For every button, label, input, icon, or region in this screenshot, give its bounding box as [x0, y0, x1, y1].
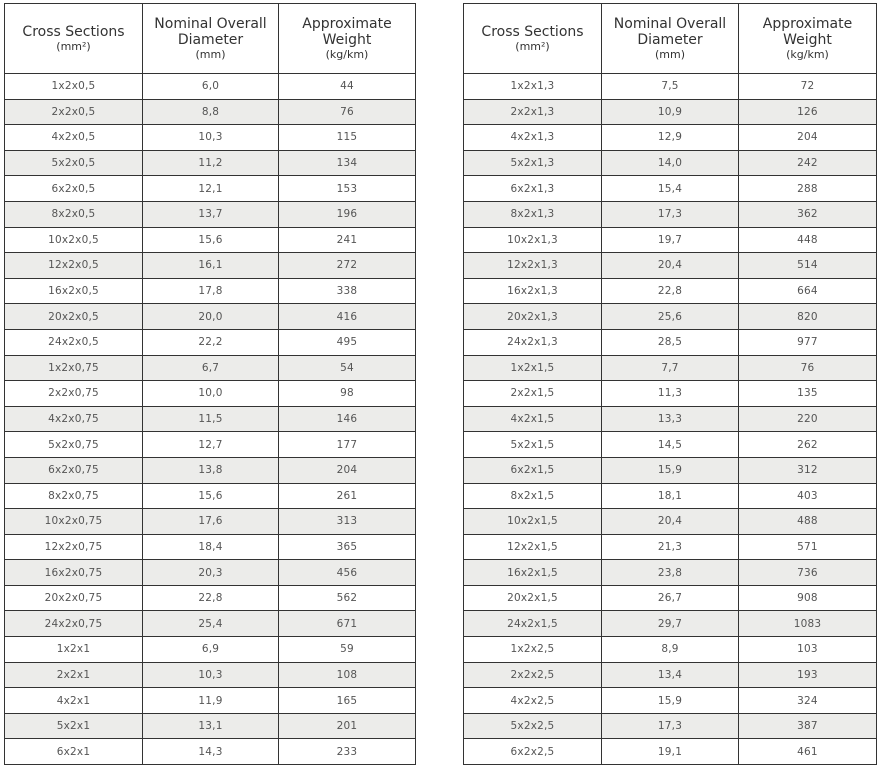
table-row [464, 74, 877, 100]
diameter-cell: 29,7 [602, 611, 739, 637]
table-row [464, 483, 877, 509]
table-row [464, 304, 877, 330]
table-row [5, 713, 416, 739]
cross-section-cell: 4x2x1,3 [464, 125, 602, 151]
diameter-cell: 17,3 [602, 713, 739, 739]
diameter-cell: 14,3 [143, 739, 279, 765]
table-row [464, 201, 877, 227]
weight-cell: 196 [279, 201, 416, 227]
cross-section-cell: 6x2x1,5 [464, 457, 602, 483]
cross-section-cell: 1x2x0,5 [5, 74, 143, 100]
table-row [464, 278, 877, 304]
cross-section-cell: 16x2x1,5 [464, 560, 602, 586]
diameter-cell: 15,6 [143, 483, 279, 509]
cross-section-cell: 5x2x0,5 [5, 150, 143, 176]
header-row [5, 4, 416, 74]
diameter-cell: 6,7 [143, 355, 279, 381]
cross-section-cell: 4x2x2,5 [464, 688, 602, 714]
table-row [464, 176, 877, 202]
table-row [464, 688, 877, 714]
table-row [5, 688, 416, 714]
weight-cell: 448 [739, 227, 877, 253]
header-title: Cross Sections [22, 23, 125, 40]
table-row [5, 381, 416, 407]
diameter-cell: 12,9 [602, 125, 739, 151]
diameter-cell: 25,6 [602, 304, 739, 330]
table-row [464, 509, 877, 535]
diameter-cell: 13,3 [602, 406, 739, 432]
table-row [464, 662, 877, 688]
weight-cell: 98 [279, 381, 416, 407]
cross-section-cell: 12x2x0,5 [5, 253, 143, 279]
header-unit: (mm²) [515, 39, 550, 53]
diameter-cell: 22,2 [143, 329, 279, 355]
diameter-cell: 17,6 [143, 509, 279, 535]
table-row [464, 739, 877, 765]
weight-cell: 313 [279, 509, 416, 535]
cross-section-cell: 10x2x1,3 [464, 227, 602, 253]
table-row [5, 662, 416, 688]
table-row [5, 227, 416, 253]
diameter-cell: 11,3 [602, 381, 739, 407]
cross-section-cell: 2x2x2,5 [464, 662, 602, 688]
table-row [464, 381, 877, 407]
table-row [464, 457, 877, 483]
table-row [5, 637, 416, 663]
table-row [5, 355, 416, 381]
header-unit: (mm²) [56, 39, 91, 53]
diameter-cell: 13,4 [602, 662, 739, 688]
header-row [464, 4, 877, 74]
table-row [464, 406, 877, 432]
cross-section-cell: 12x2x1,5 [464, 534, 602, 560]
table-row [5, 406, 416, 432]
weight-cell: 135 [739, 381, 877, 407]
diameter-cell: 10,9 [602, 99, 739, 125]
cross-section-cell: 8x2x1,3 [464, 201, 602, 227]
cross-section-cell: 4x2x0,75 [5, 406, 143, 432]
diameter-cell: 6,9 [143, 637, 279, 663]
cross-section-cell: 1x2x1 [5, 637, 143, 663]
table-row [464, 125, 877, 151]
weight-header [279, 4, 416, 74]
diameter-cell: 22,8 [143, 585, 279, 611]
header-unit: (mm) [654, 47, 685, 61]
weight-header [739, 4, 877, 74]
cross-section-cell: 6x2x1,3 [464, 176, 602, 202]
cross-section-cell: 12x2x0,75 [5, 534, 143, 560]
cross-section-cell: 6x2x0,5 [5, 176, 143, 202]
weight-cell: 59 [279, 637, 416, 663]
table-row [464, 227, 877, 253]
weight-cell: 514 [739, 253, 877, 279]
cross-section-cell: 2x2x1 [5, 662, 143, 688]
weight-cell: 134 [279, 150, 416, 176]
header-title: Cross Sections [481, 23, 584, 40]
diameter-cell: 19,7 [602, 227, 739, 253]
table-row [5, 534, 416, 560]
diameter-cell: 18,1 [602, 483, 739, 509]
header-unit: (kg/km) [786, 47, 829, 61]
weight-cell: 495 [279, 329, 416, 355]
diameter-cell: 20,0 [143, 304, 279, 330]
weight-cell: 288 [739, 176, 877, 202]
table-row [5, 150, 416, 176]
cross-section-cell: 24x2x1,3 [464, 329, 602, 355]
weight-cell: 126 [739, 99, 877, 125]
cross-section-cell: 5x2x1 [5, 713, 143, 739]
cross-section-cell: 1x2x1,3 [464, 74, 602, 100]
diameter-cell: 15,9 [602, 457, 739, 483]
weight-cell: 108 [279, 662, 416, 688]
table-row [5, 611, 416, 637]
right-cable-table [463, 3, 877, 765]
diameter-cell: 18,4 [143, 534, 279, 560]
diameter-cell: 20,4 [602, 509, 739, 535]
diameter-cell: 10,3 [143, 125, 279, 151]
weight-cell: 204 [279, 457, 416, 483]
cross-section-cell: 2x2x1,3 [464, 99, 602, 125]
cross-section-cell: 2x2x0,5 [5, 99, 143, 125]
cross-section-cell: 10x2x1,5 [464, 509, 602, 535]
table-row [464, 99, 877, 125]
weight-cell: 365 [279, 534, 416, 560]
weight-cell: 387 [739, 713, 877, 739]
diameter-cell: 12,1 [143, 176, 279, 202]
cross-section-cell: 6x2x0,75 [5, 457, 143, 483]
header-title: Nominal Overall Diameter [613, 15, 727, 48]
cross-section-cell: 5x2x2,5 [464, 713, 602, 739]
diameter-cell: 7,7 [602, 355, 739, 381]
cross-section-cell: 16x2x0,75 [5, 560, 143, 586]
table-row [5, 176, 416, 202]
diameter-cell: 15,9 [602, 688, 739, 714]
weight-cell: 76 [279, 99, 416, 125]
weight-cell: 193 [739, 662, 877, 688]
cross-section-cell: 16x2x0,5 [5, 278, 143, 304]
cross-section-cell: 12x2x1,3 [464, 253, 602, 279]
diameter-cell: 21,3 [602, 534, 739, 560]
table-row [5, 509, 416, 535]
diameter-cell: 26,7 [602, 585, 739, 611]
header-title: Approximate Weight [762, 15, 853, 48]
diameter-cell: 13,1 [143, 713, 279, 739]
table-row [5, 483, 416, 509]
diameter-cell: 22,8 [602, 278, 739, 304]
table-body [5, 74, 416, 765]
diameter-cell: 16,1 [143, 253, 279, 279]
weight-cell: 1083 [739, 611, 877, 637]
cross-section-cell: 5x2x1,3 [464, 150, 602, 176]
cross-section-header [5, 4, 143, 74]
header-title: Nominal Overall Diameter [154, 15, 267, 48]
header-title: Approximate Weight [302, 15, 392, 48]
weight-cell: 736 [739, 560, 877, 586]
weight-cell: 456 [279, 560, 416, 586]
cross-section-cell: 20x2x0,75 [5, 585, 143, 611]
weight-cell: 220 [739, 406, 877, 432]
cross-section-cell: 1x2x2,5 [464, 637, 602, 663]
diameter-cell: 7,5 [602, 74, 739, 100]
cross-section-cell: 4x2x0,5 [5, 125, 143, 151]
diameter-cell: 17,3 [602, 201, 739, 227]
table-row [5, 278, 416, 304]
cross-section-cell: 24x2x1,5 [464, 611, 602, 637]
diameter-cell: 20,3 [143, 560, 279, 586]
diameter-cell: 11,2 [143, 150, 279, 176]
table-row [5, 329, 416, 355]
table-row [5, 253, 416, 279]
diameter-cell: 20,4 [602, 253, 739, 279]
diameter-cell: 6,0 [143, 74, 279, 100]
weight-cell: 403 [739, 483, 877, 509]
weight-cell: 261 [279, 483, 416, 509]
table-row [464, 560, 877, 586]
cross-section-cell: 24x2x0,75 [5, 611, 143, 637]
table-row [5, 201, 416, 227]
table-row [5, 560, 416, 586]
cross-section-cell: 24x2x0,5 [5, 329, 143, 355]
weight-cell: 562 [279, 585, 416, 611]
cross-section-cell: 2x2x1,5 [464, 381, 602, 407]
weight-cell: 146 [279, 406, 416, 432]
table-row [464, 355, 877, 381]
weight-cell: 461 [739, 739, 877, 765]
weight-cell: 571 [739, 534, 877, 560]
weight-cell: 664 [739, 278, 877, 304]
weight-cell: 416 [279, 304, 416, 330]
cross-section-cell: 4x2x1,5 [464, 406, 602, 432]
cross-section-cell: 20x2x0,5 [5, 304, 143, 330]
table-row [464, 253, 877, 279]
weight-cell: 312 [739, 457, 877, 483]
weight-cell: 115 [279, 125, 416, 151]
table-row [464, 713, 877, 739]
diameter-cell: 28,5 [602, 329, 739, 355]
diameter-cell: 23,8 [602, 560, 739, 586]
weight-cell: 72 [739, 74, 877, 100]
weight-cell: 324 [739, 688, 877, 714]
weight-cell: 241 [279, 227, 416, 253]
cross-section-cell: 2x2x0,75 [5, 381, 143, 407]
table-row [5, 99, 416, 125]
weight-cell: 201 [279, 713, 416, 739]
table-row [464, 611, 877, 637]
cross-section-cell: 5x2x0,75 [5, 432, 143, 458]
weight-cell: 103 [739, 637, 877, 663]
cross-section-cell: 10x2x0,5 [5, 227, 143, 253]
table-row [5, 457, 416, 483]
diameter-cell: 19,1 [602, 739, 739, 765]
diameter-cell: 13,7 [143, 201, 279, 227]
table-row [464, 150, 877, 176]
cross-section-cell: 8x2x0,75 [5, 483, 143, 509]
cross-section-cell: 10x2x0,75 [5, 509, 143, 535]
weight-cell: 272 [279, 253, 416, 279]
weight-cell: 262 [739, 432, 877, 458]
weight-cell: 820 [739, 304, 877, 330]
table-row [464, 585, 877, 611]
diameter-cell: 15,4 [602, 176, 739, 202]
table-body [464, 74, 877, 765]
diameter-header [143, 4, 279, 74]
table-row [464, 637, 877, 663]
weight-cell: 908 [739, 585, 877, 611]
diameter-cell: 11,9 [143, 688, 279, 714]
cross-section-cell: 8x2x1,5 [464, 483, 602, 509]
weight-cell: 177 [279, 432, 416, 458]
weight-cell: 671 [279, 611, 416, 637]
table-row [5, 125, 416, 151]
table-row [464, 329, 877, 355]
cross-section-header [464, 4, 602, 74]
weight-cell: 76 [739, 355, 877, 381]
diameter-cell: 8,8 [143, 99, 279, 125]
table-row [5, 739, 416, 765]
cross-section-cell: 6x2x1 [5, 739, 143, 765]
weight-cell: 165 [279, 688, 416, 714]
diameter-cell: 14,5 [602, 432, 739, 458]
cross-section-cell: 20x2x1,5 [464, 585, 602, 611]
table-row [5, 74, 416, 100]
diameter-cell: 25,4 [143, 611, 279, 637]
weight-cell: 44 [279, 74, 416, 100]
weight-cell: 362 [739, 201, 877, 227]
header-unit: (kg/km) [325, 47, 369, 61]
diameter-header [602, 4, 739, 74]
diameter-cell: 13,8 [143, 457, 279, 483]
cross-section-cell: 1x2x0,75 [5, 355, 143, 381]
diameter-cell: 11,5 [143, 406, 279, 432]
diameter-cell: 14,0 [602, 150, 739, 176]
weight-cell: 153 [279, 176, 416, 202]
diameter-cell: 10,3 [143, 662, 279, 688]
cross-section-cell: 16x2x1,3 [464, 278, 602, 304]
diameter-cell: 12,7 [143, 432, 279, 458]
diameter-cell: 8,9 [602, 637, 739, 663]
table-row [464, 432, 877, 458]
weight-cell: 204 [739, 125, 877, 151]
cross-section-cell: 5x2x1,5 [464, 432, 602, 458]
table-row [464, 534, 877, 560]
table-row [5, 304, 416, 330]
weight-cell: 233 [279, 739, 416, 765]
weight-cell: 977 [739, 329, 877, 355]
diameter-cell: 15,6 [143, 227, 279, 253]
header-unit: (mm) [195, 47, 226, 61]
cross-section-cell: 1x2x1,5 [464, 355, 602, 381]
weight-cell: 242 [739, 150, 877, 176]
diameter-cell: 10,0 [143, 381, 279, 407]
table-row [5, 585, 416, 611]
cross-section-cell: 20x2x1,3 [464, 304, 602, 330]
cross-section-cell: 6x2x2,5 [464, 739, 602, 765]
left-cable-table [4, 3, 416, 765]
diameter-cell: 17,8 [143, 278, 279, 304]
cross-section-cell: 4x2x1 [5, 688, 143, 714]
weight-cell: 338 [279, 278, 416, 304]
weight-cell: 54 [279, 355, 416, 381]
cross-section-cell: 8x2x0,5 [5, 201, 143, 227]
table-row [5, 432, 416, 458]
weight-cell: 488 [739, 509, 877, 535]
